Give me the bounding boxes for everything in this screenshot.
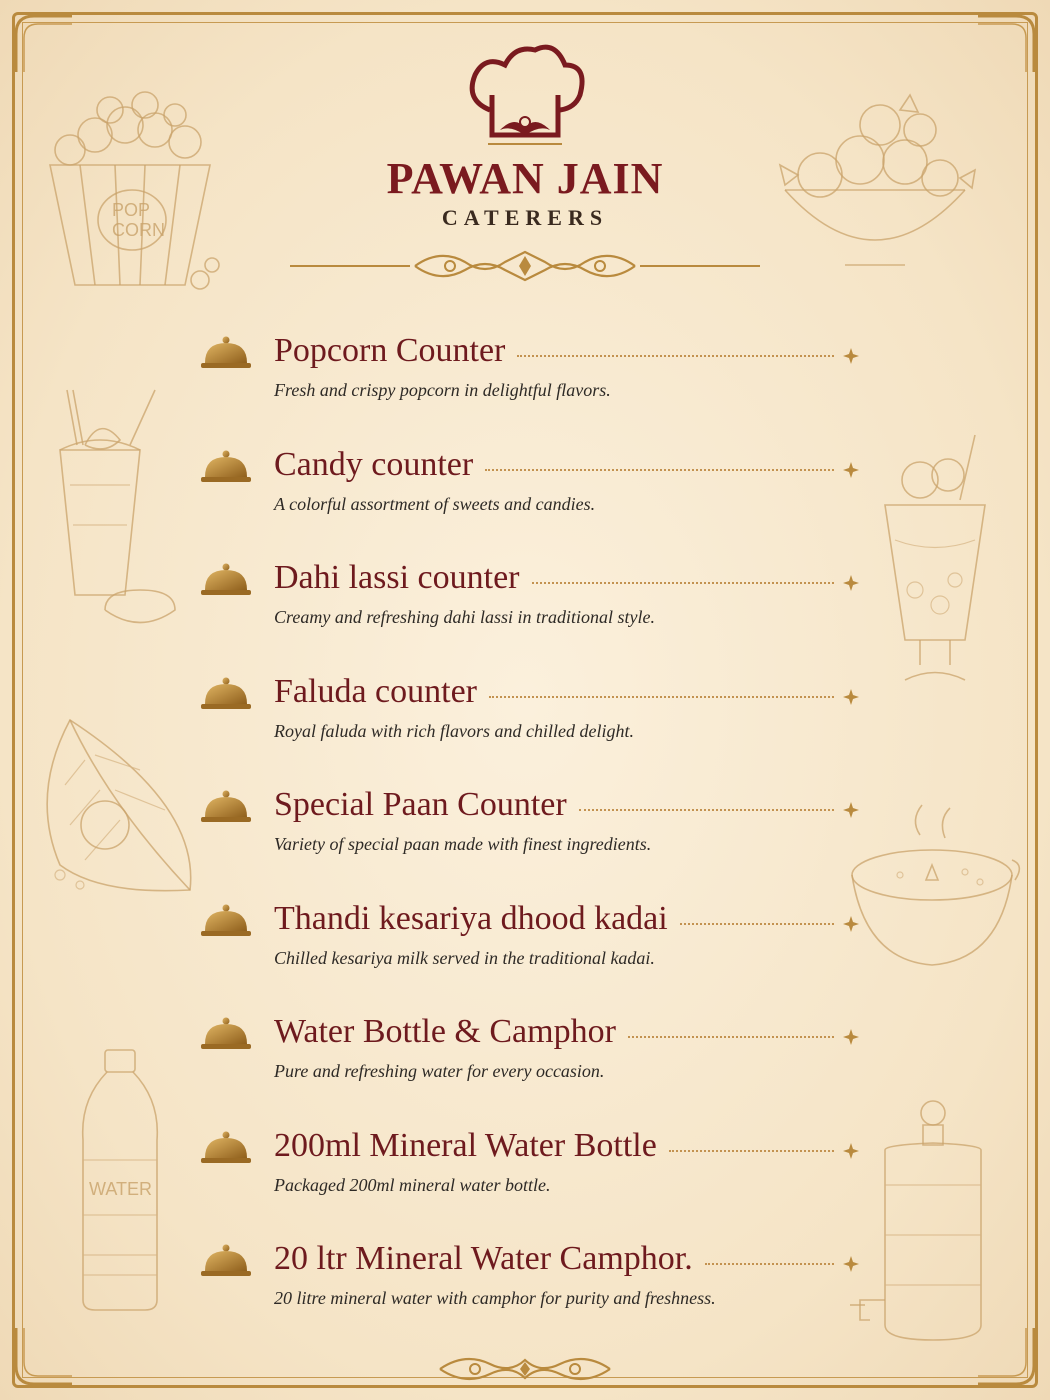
- menu-item: [200, 784, 860, 898]
- menu-item-description: Variety of special paan made with finest ingredients.: [274, 834, 652, 854]
- ornamental-divider: [290, 248, 760, 288]
- menu-item: [200, 444, 860, 558]
- brand-name: PAWAN JAIN: [386, 154, 664, 203]
- menu-item-description: 20 litre mineral water with camphor for purity and freshness.: [274, 1288, 716, 1308]
- menu-item-title: Water Bottle & Camphor: [274, 1013, 616, 1050]
- sparkle-icon: [842, 1255, 860, 1273]
- cloche-icon: [200, 335, 252, 371]
- cloche-icon: [200, 1016, 252, 1052]
- cloche-icon: [200, 1130, 252, 1166]
- sparkle-icon: [842, 1142, 860, 1160]
- menu-item: [200, 1125, 860, 1239]
- cloche-icon: [200, 903, 252, 939]
- cloche-icon: [200, 449, 252, 485]
- dotted-leader: [680, 923, 834, 925]
- bottom-ornament: [430, 1352, 620, 1386]
- cloche-icon: [200, 562, 252, 598]
- menu-item: [200, 898, 860, 1012]
- menu-item-title: Candy counter: [274, 445, 474, 483]
- menu-item-title: Thandi kesariya dhood kadai: [274, 899, 668, 937]
- menu-item-title: Special Paan Counter: [274, 786, 567, 823]
- menu-item-description: Creamy and refreshing dahi lassi in traditional style.: [274, 607, 655, 627]
- menu-item: [200, 1238, 860, 1352]
- dotted-leader: [517, 355, 834, 357]
- corner-ornament: [14, 1326, 74, 1386]
- cloche-icon: [200, 789, 252, 825]
- menu-item-title: Faluda counter: [274, 672, 477, 710]
- sparkle-icon: [842, 801, 860, 819]
- menu-list: [200, 330, 860, 1352]
- popcorn-label: POP CORN: [112, 200, 165, 240]
- brand-logo: [0, 40, 1050, 231]
- menu-item-description: Packaged 200ml mineral water bottle.: [274, 1174, 551, 1195]
- water-bottle-illustration: [75, 1045, 165, 1315]
- dotted-leader: [705, 1263, 834, 1265]
- dotted-leader: [489, 696, 834, 698]
- brand-subtitle: CATERERS: [441, 205, 609, 230]
- dotted-leader: [485, 469, 834, 471]
- sparkle-icon: [842, 347, 860, 365]
- menu-item-description: A colorful assortment of sweets and candies.: [274, 493, 596, 514]
- dotted-leader: [669, 1150, 834, 1152]
- bottle-label: WATER: [89, 1179, 152, 1199]
- dotted-leader: [628, 1036, 834, 1038]
- chef-hat-icon: [460, 40, 590, 155]
- sparkle-icon: [842, 574, 860, 592]
- menu-item: [200, 557, 860, 671]
- paan-leaf-illustration: [40, 715, 210, 905]
- sparkle-icon: [842, 461, 860, 479]
- dotted-leader: [579, 809, 834, 811]
- dotted-leader: [532, 582, 835, 584]
- menu-item: [200, 671, 860, 785]
- sparkle-icon: [842, 915, 860, 933]
- menu-item-description: Chilled kesariya milk served in the traditional kadai.: [274, 947, 655, 968]
- menu-item: [200, 1011, 860, 1125]
- menu-item: [200, 330, 860, 444]
- lassi-glass-illustration: [45, 385, 185, 625]
- sparkle-icon: [842, 688, 860, 706]
- menu-item-description: Royal faluda with rich flavors and chilled delight.: [274, 720, 634, 741]
- menu-item-description: Pure and refreshing water for every occasion.: [274, 1061, 605, 1081]
- kesar-milk-bowl-illustration: [850, 820, 1025, 970]
- menu-item-title: 200ml Mineral Water Bottle: [274, 1126, 657, 1164]
- cloche-icon: [200, 1243, 252, 1279]
- water-dispenser-illustration: [845, 1095, 995, 1355]
- menu-item-title: Dahi lassi counter: [274, 559, 520, 596]
- menu-item-title: Popcorn Counter: [274, 332, 506, 369]
- menu-item-title: 20 ltr Mineral Water Camphor.: [274, 1240, 693, 1277]
- menu-item-description: Fresh and crispy popcorn in delightful flavors.: [274, 380, 611, 400]
- faluda-glass-illustration: [880, 430, 1000, 690]
- sparkle-icon: [842, 1028, 860, 1046]
- cloche-icon: [200, 676, 252, 712]
